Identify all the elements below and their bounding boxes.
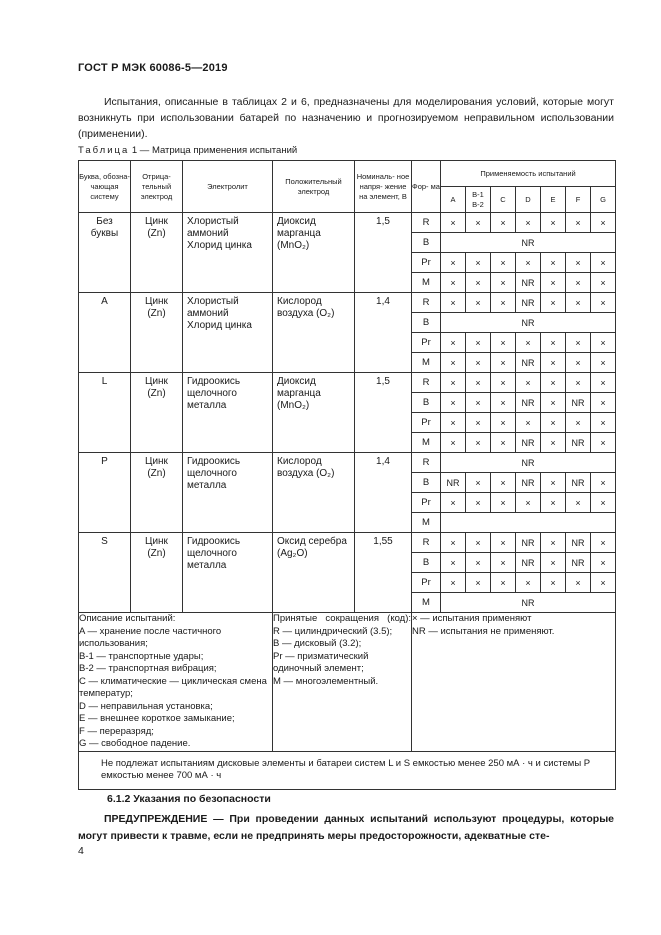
cell-applicability: ×	[491, 553, 516, 573]
cell-system-letter: L	[79, 373, 131, 453]
test-description-item: E — внешнее короткое замыкание;	[79, 713, 235, 724]
cell-not-applicable: NR	[441, 453, 616, 473]
cell-applicability: ×	[566, 573, 591, 593]
table-row	[79, 213, 616, 233]
warning-paragraph: ПРЕДУПРЕЖДЕНИЕ — При проведении данных испытаний используют процедуры, которые могут привести к травме, если не предпринять меры предосторожности, адекватные сте-	[78, 813, 614, 842]
cell-applicability: ×	[541, 253, 566, 273]
cell-applicability: ×	[491, 413, 516, 433]
header-test: B-1 B-2	[466, 187, 491, 213]
cell-applicability: ×	[566, 373, 591, 393]
abbreviation-item: M — многоэлементный.	[273, 675, 379, 687]
cell-applicability: ×	[466, 293, 491, 313]
cell-applicability: ×	[441, 413, 466, 433]
table-row	[79, 373, 616, 393]
cell-applicability: ×	[466, 493, 491, 513]
header-test: A	[441, 187, 466, 213]
test-description-item: A — хранение после частичного использования;	[79, 625, 222, 649]
cell-applicability: NR	[516, 553, 541, 573]
legend-item: × — испытания применяют	[412, 613, 532, 624]
cell-form: M	[412, 353, 441, 373]
cell-applicability: NR	[516, 353, 541, 373]
cell-applicability: ×	[491, 273, 516, 293]
cell-electrolyte: Хлористый аммоний Хлорид цинка	[183, 293, 273, 373]
cell-applicability: NR	[516, 533, 541, 553]
cell-positive-electrode: Кислород воздуха (O₂)	[273, 293, 355, 373]
cell-applicability: ×	[516, 493, 541, 513]
cell-applicability: ×	[441, 353, 466, 373]
cell-applicability: ×	[541, 493, 566, 513]
cell-applicability: ×	[466, 253, 491, 273]
section-heading: 6.1.2 Указания по безопасности	[107, 793, 271, 805]
tests-title: Описание испытаний:	[79, 613, 176, 624]
cell-voltage: 1,55	[355, 533, 412, 613]
cell-voltage: 1,5	[355, 213, 412, 293]
cell-applicability: ×	[541, 353, 566, 373]
cell-applicability: ×	[591, 213, 616, 233]
standard-header: ГОСТ Р МЭК 60086-5—2019	[78, 62, 228, 74]
cell-form: B	[412, 393, 441, 413]
abbreviations	[273, 613, 412, 752]
cell-applicability: ×	[591, 553, 616, 573]
cell-applicability: ×	[591, 473, 616, 493]
cell-applicability: ×	[491, 433, 516, 453]
cell-applicability: NR	[566, 433, 591, 453]
cell-system-letter: S	[79, 533, 131, 613]
cell-applicability: NR	[516, 473, 541, 493]
cell-applicability: ×	[591, 253, 616, 273]
cell-applicability: ×	[441, 493, 466, 513]
cell-positive-electrode: Диоксид марганца (MnO₂)	[273, 213, 355, 293]
cell-positive-electrode: Оксид серебра (Ag₂O)	[273, 533, 355, 613]
cell-applicability: ×	[541, 333, 566, 353]
cell-applicability: ×	[491, 293, 516, 313]
cell-form: Pr	[412, 253, 441, 273]
cell-applicability: ×	[541, 533, 566, 553]
cell-applicability: ×	[541, 393, 566, 413]
cell-applicability: ×	[441, 333, 466, 353]
cell-applicability: ×	[591, 333, 616, 353]
cell-form: R	[412, 213, 441, 233]
cell-positive-electrode: Кислород воздуха (O₂)	[273, 453, 355, 533]
cell-form: M	[412, 273, 441, 293]
header-test: D	[516, 187, 541, 213]
cell-applicability: ×	[591, 573, 616, 593]
cell-electrolyte: Гидроокись щелочного металла	[183, 453, 273, 533]
legend-list	[412, 613, 615, 638]
cell-applicability: ×	[466, 473, 491, 493]
cell-electrolyte: Хлористый аммоний Хлорид цинка	[183, 213, 273, 293]
cell-negative-electrode: Цинк (Zn)	[131, 213, 183, 293]
cell-voltage: 1,4	[355, 453, 412, 533]
cell-applicability: ×	[466, 273, 491, 293]
cell-form: B	[412, 233, 441, 253]
header-test: G	[591, 187, 616, 213]
cell-applicability: NR	[566, 553, 591, 573]
table-row	[79, 533, 616, 553]
cell-applicability: ×	[466, 573, 491, 593]
cell-applicability: ×	[491, 493, 516, 513]
cell-applicability: ×	[541, 373, 566, 393]
cell-applicability: ×	[541, 433, 566, 453]
cell-applicability: ×	[441, 393, 466, 413]
cell-form: M	[412, 433, 441, 453]
cell-applicability: ×	[566, 213, 591, 233]
cell-applicability: ×	[466, 333, 491, 353]
cell-system-letter: A	[79, 293, 131, 373]
test-description-item: D — неправильная установка;	[79, 700, 213, 712]
cell-form: Pr	[412, 573, 441, 593]
cell-applicability: ×	[516, 413, 541, 433]
cell-applicability: ×	[466, 433, 491, 453]
cell-voltage: 1,4	[355, 293, 412, 373]
test-matrix-table	[78, 160, 616, 790]
cell-applicability: ×	[541, 473, 566, 493]
cell-applicability: ×	[516, 373, 541, 393]
cell-form: R	[412, 293, 441, 313]
cell-applicability: ×	[466, 553, 491, 573]
cell-applicability: ×	[491, 373, 516, 393]
cell-applicability: ×	[591, 493, 616, 513]
cell-applicability: NR	[566, 393, 591, 413]
cell-applicability: ×	[591, 293, 616, 313]
table-footnote: Не подлежат испытаниям дисковые элементы и батареи систем L и S емкостью менее 250 мА · ч и системы P емкостью менее 700 мА · ч	[79, 751, 616, 789]
cell-applicability: ×	[466, 213, 491, 233]
cell-applicability: ×	[441, 373, 466, 393]
cell-applicability: NR	[516, 433, 541, 453]
cell-form: R	[412, 533, 441, 553]
header-voltage: Номиналь- ное напря- жение на элемент, В	[355, 161, 412, 213]
intro-paragraph: Испытания, описанные в таблицах 2 и 6, предназначены для моделирования условий, которые могут возникнуть при использовании батарей по назначению и прогнозируемом неправильном использовании (применении).	[78, 96, 614, 140]
table-caption-label: Таблица	[78, 145, 130, 156]
cell-not-applicable: NR	[441, 593, 616, 613]
cell-applicability: ×	[541, 213, 566, 233]
cell-form: Pr	[412, 333, 441, 353]
legend-item: NR — испытания не применяют.	[412, 625, 555, 637]
cell-applicability: ×	[566, 493, 591, 513]
cell-applicability: ×	[441, 273, 466, 293]
legend	[412, 613, 616, 752]
cell-applicability: ×	[566, 293, 591, 313]
cell-applicability: ×	[466, 413, 491, 433]
cell-applicability: ×	[566, 333, 591, 353]
cell-system-letter: P	[79, 453, 131, 533]
cell-applicability: NR	[441, 473, 466, 493]
cell-applicability: ×	[516, 333, 541, 353]
test-description-item: C — климатические — циклическая смена температур;	[79, 675, 267, 699]
cell-applicability: ×	[541, 553, 566, 573]
cell-applicability: ×	[541, 413, 566, 433]
cell-form: R	[412, 453, 441, 473]
cell-applicability: ×	[466, 393, 491, 413]
cell-applicability: ×	[591, 373, 616, 393]
cell-applicability: ×	[566, 353, 591, 373]
table-row	[79, 293, 616, 313]
abbreviation-item: Pr — призматический одиночный элемент;	[273, 650, 369, 674]
cell-negative-electrode: Цинк (Zn)	[131, 373, 183, 453]
cell-form: Pr	[412, 413, 441, 433]
cell-applicability: NR	[516, 393, 541, 413]
header-positive-electrode: Положительный электрод	[273, 161, 355, 213]
table-caption	[78, 145, 297, 156]
cell-applicability: ×	[466, 373, 491, 393]
cell-applicability: ×	[541, 273, 566, 293]
cell-applicability: ×	[516, 573, 541, 593]
cell-applicability: ×	[491, 393, 516, 413]
cell-applicability: ×	[566, 413, 591, 433]
cell-applicability: ×	[591, 353, 616, 373]
cell-applicability: ×	[441, 533, 466, 553]
cell-applicability: ×	[541, 573, 566, 593]
header-test: E	[541, 187, 566, 213]
abbreviation-item: R — цилиндрический (3.5);	[273, 625, 393, 637]
cell-applicability: ×	[491, 533, 516, 553]
cell-system-letter: Без буквы	[79, 213, 131, 293]
abbr-title: Принятые сокращения (код):	[273, 613, 411, 624]
test-description-item: F — переразряд;	[79, 725, 154, 737]
cell-applicability: ×	[441, 573, 466, 593]
matrix-body	[79, 213, 616, 613]
cell-applicability: ×	[566, 253, 591, 273]
cell-applicability: ×	[441, 433, 466, 453]
header-applicability: Применяемость испытаний	[441, 161, 616, 187]
cell-form: Pr	[412, 493, 441, 513]
cell-negative-electrode: Цинк (Zn)	[131, 293, 183, 373]
cell-applicability: NR	[566, 533, 591, 553]
cell-applicability: ×	[491, 353, 516, 373]
cell-positive-electrode: Диоксид марганца (MnO₂)	[273, 373, 355, 453]
abbreviation-item: B — дисковый (3.2);	[273, 638, 362, 649]
cell-applicability: ×	[516, 213, 541, 233]
cell-voltage: 1,5	[355, 373, 412, 453]
table-row	[79, 453, 616, 473]
cell-applicability: ×	[466, 353, 491, 373]
cell-not-applicable: NR	[441, 233, 616, 253]
cell-electrolyte: Гидроокись щелочного металла	[183, 533, 273, 613]
header-electrolyte: Электролит	[183, 161, 273, 213]
header-letter: Буква, обозна- чающая систему	[79, 161, 131, 213]
cell-applicability: ×	[441, 293, 466, 313]
cell-negative-electrode: Цинк (Zn)	[131, 453, 183, 533]
cell-applicability: ×	[516, 253, 541, 273]
cell-applicability: ×	[441, 253, 466, 273]
cell-applicability: ×	[491, 573, 516, 593]
header-test: C	[491, 187, 516, 213]
cell-applicability: NR	[516, 273, 541, 293]
cell-form: M	[412, 513, 441, 533]
cell-applicability: ×	[591, 533, 616, 553]
cell-applicability: ×	[441, 213, 466, 233]
cell-form: B	[412, 473, 441, 493]
header-negative-electrode: Отрица- тельный электрод	[131, 161, 183, 213]
cell-form: M	[412, 593, 441, 613]
cell-applicability: ×	[566, 273, 591, 293]
cell-not-applicable	[441, 513, 616, 533]
cell-form: R	[412, 373, 441, 393]
cell-form: B	[412, 553, 441, 573]
abbr-list	[273, 626, 411, 689]
tests-list	[79, 626, 272, 751]
test-description-item: G — свободное падение.	[79, 738, 191, 749]
cell-applicability: ×	[441, 553, 466, 573]
cell-applicability: NR	[566, 473, 591, 493]
table-caption-title: 1 — Матрица применения испытаний	[129, 145, 298, 156]
cell-applicability: NR	[516, 293, 541, 313]
test-description-item: B-1 — транспортные удары;	[79, 650, 204, 662]
cell-applicability: ×	[491, 213, 516, 233]
cell-applicability: ×	[541, 293, 566, 313]
cell-applicability: ×	[591, 393, 616, 413]
test-descriptions	[79, 613, 273, 752]
cell-applicability: ×	[491, 253, 516, 273]
header-test: F	[566, 187, 591, 213]
test-description-item: B-2 — транспортная вибрация;	[79, 663, 217, 674]
header-form: Фор- ма	[412, 161, 441, 213]
cell-form: B	[412, 313, 441, 333]
cell-negative-electrode: Цинк (Zn)	[131, 533, 183, 613]
cell-applicability: ×	[491, 473, 516, 493]
cell-applicability: ×	[591, 273, 616, 293]
cell-applicability: ×	[491, 333, 516, 353]
cell-applicability: ×	[466, 533, 491, 553]
cell-applicability: ×	[591, 433, 616, 453]
cell-electrolyte: Гидроокись щелочного металла	[183, 373, 273, 453]
cell-applicability: ×	[591, 413, 616, 433]
cell-not-applicable: NR	[441, 313, 616, 333]
page-number: 4	[78, 845, 84, 857]
